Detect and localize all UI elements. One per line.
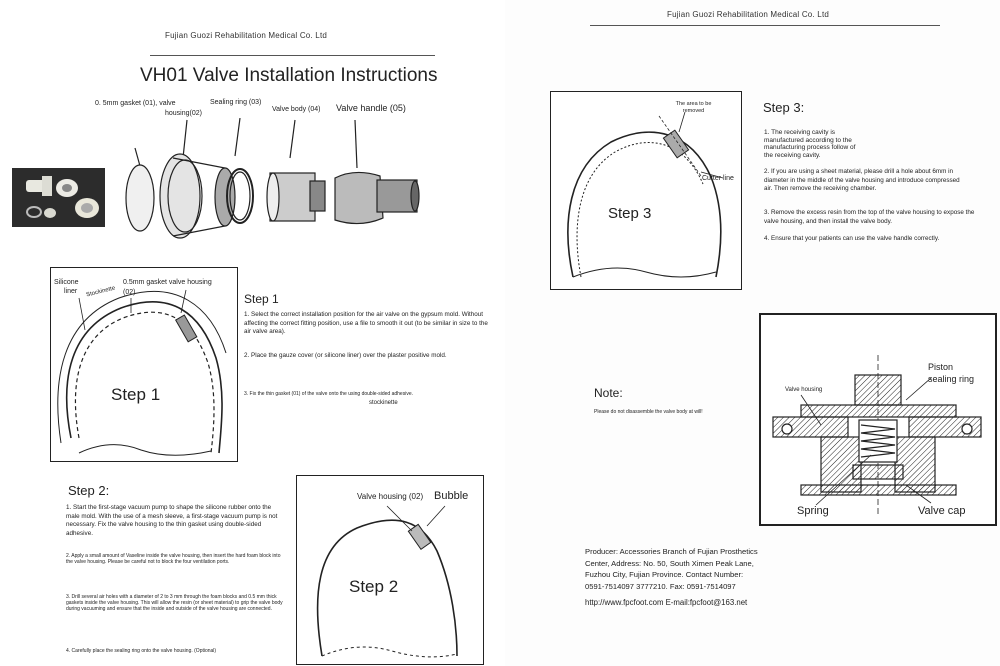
part-label-sealing-ring: Sealing ring (03) — [210, 99, 262, 106]
step1-label-gasket-housing: 0.5mm gasket valve housing — [123, 279, 212, 286]
step2-item-3: 3. Drill several air holes with a diameter of 2 to 3 mm through the foam blocks and 0.5 mm thick gaskets inside the valve housing. This will allow the resin (or sheet material) to grip the valve body during vacuuming and ensure that the inside and outside of the valve housing are connected. — [66, 594, 283, 613]
step2-label-valve-housing: Valve housing (02) — [357, 492, 424, 501]
step3-item-3: 3. Remove the excess resin from the top of the valve housing to expose the valve housing, and then install the valve body. — [764, 209, 975, 225]
step2-item-2: 2. Apply a small amount of Vaseline inside the valve housing, then insert the hard foam block into the valve housing. Please be careful not to block the four ventilation ports. — [66, 553, 281, 566]
page-title: VH01 Valve Installation Instructions — [140, 65, 438, 86]
step2-item-1: 1. Start the first-stage vacuum pump to shape the silicone rubber onto the male mold. With the use of a mesh sleeve, a first-stage vacuum pump is not necessary. Fix the valve housing to the thin gasket using double-sided adhesive. — [66, 504, 278, 537]
step2-heading: Step 2: — [68, 483, 110, 498]
company-header: Fujian Guozi Rehabilitation Medical Co. Ltd — [165, 31, 328, 40]
step3-heading: Step 3: — [763, 100, 805, 115]
parts-photo-graphic — [12, 168, 105, 227]
step3-figure — [550, 91, 742, 290]
part-label-valve-handle: Valve handle (05) — [336, 103, 406, 113]
part-label-valve-body: Valve body (04) — [272, 106, 321, 113]
diagram-label-piston: Piston — [928, 362, 954, 372]
company-header-right: Fujian Guozi Rehabilitation Medical Co. Ltd — [667, 10, 830, 19]
producer-web-contact[interactable]: http://www.fpcfoot.com E-mail:fpcfoot@163.net — [585, 598, 748, 607]
header-rule-right — [590, 25, 940, 26]
producer-line-2: Center, Address: No. 50, South Ximen Peak Lane, — [585, 558, 754, 568]
step1-heading: Step 1 — [244, 292, 279, 306]
step1-label-stockinette: Stockinette — [85, 285, 116, 299]
step3-figure-title: Step 3 — [608, 205, 652, 222]
part-label-gasket: 0. 5mm gasket (01), valve — [95, 100, 176, 107]
step2-item-4: 4. Carefully place the sealing ring onto the valve housing. (Optional) — [66, 648, 217, 654]
valve-cross-section-drawing — [761, 315, 995, 524]
step3-mold-drawing — [551, 92, 741, 289]
step3-item-1: 1. The receiving cavity is manufactured according to the manufacturing process follow of the receiving cavity. — [764, 129, 856, 159]
step2-mold-drawing — [297, 476, 483, 664]
producer-line-3: Fuzhou City, Fujian Province. Contact Number: — [585, 570, 744, 580]
step1-note-stockinette: stockinette — [369, 400, 398, 406]
producer-block — [585, 546, 845, 593]
note-heading: Note: — [594, 386, 623, 400]
diagram-label-valve-cap: Valve cap — [918, 505, 966, 517]
diagram-label-valve-housing: Valve housing — [785, 387, 823, 393]
step3-item-2: 2. If you are using a sheet material, please drill a hole about 6mm in diameter in the middle of the valve housing and introduce compressed air. Then remove the receiving chamber. — [764, 168, 960, 193]
diagram-label-spring: Spring — [797, 505, 829, 517]
parts-photo — [12, 168, 105, 227]
exploded-parts-drawing — [115, 118, 420, 248]
step1-item-2: 2. Place the gauze cover (or silicone liner) over the plaster positive mold. — [244, 352, 447, 359]
step2-figure — [296, 475, 484, 665]
step1-figure — [50, 267, 238, 462]
part-label-housing: housing(02) — [165, 110, 202, 117]
diagram-label-sealing-ring: sealing ring — [928, 374, 975, 384]
step1-item-1: 1. Select the correct installation position for the air valve on the gypsum mold. Without affecting the correct fitting position, use a file to smooth it out (to be similar in size to the air valve area). — [244, 311, 488, 336]
producer-line-4: 0591-7514097 3777210. Fax: 0591-7514097 — [585, 582, 736, 592]
header-rule — [150, 55, 435, 56]
right-page — [505, 0, 1000, 666]
step2-label-bubble: Bubble — [434, 490, 469, 502]
step1-mold-drawing — [51, 268, 237, 461]
step3-label-cutter: Cutter line — [702, 175, 734, 182]
step1-figure-title: Step 1 — [111, 385, 161, 404]
valve-cross-section — [759, 313, 997, 526]
step1-label-liner: liner — [64, 288, 78, 295]
producer-line-1: Producer: Accessories Branch of Fujian Prosthetics — [585, 547, 758, 556]
step3-item-4: 4. Ensure that your patients can use the valve handle correctly. — [764, 235, 940, 242]
step1-label-02: (02) — [123, 289, 136, 296]
note-text: Please do not disassemble the valve body at will! — [594, 409, 703, 415]
step1-item-3: 3. Fix the thin gasket (01) of the valve onto the using double-sided adhesive. — [244, 391, 413, 397]
step2-figure-title: Step 2 — [349, 577, 399, 596]
step1-label-silicone: Silicone — [54, 279, 79, 286]
step3-label-area: The area to be removed — [675, 101, 712, 114]
